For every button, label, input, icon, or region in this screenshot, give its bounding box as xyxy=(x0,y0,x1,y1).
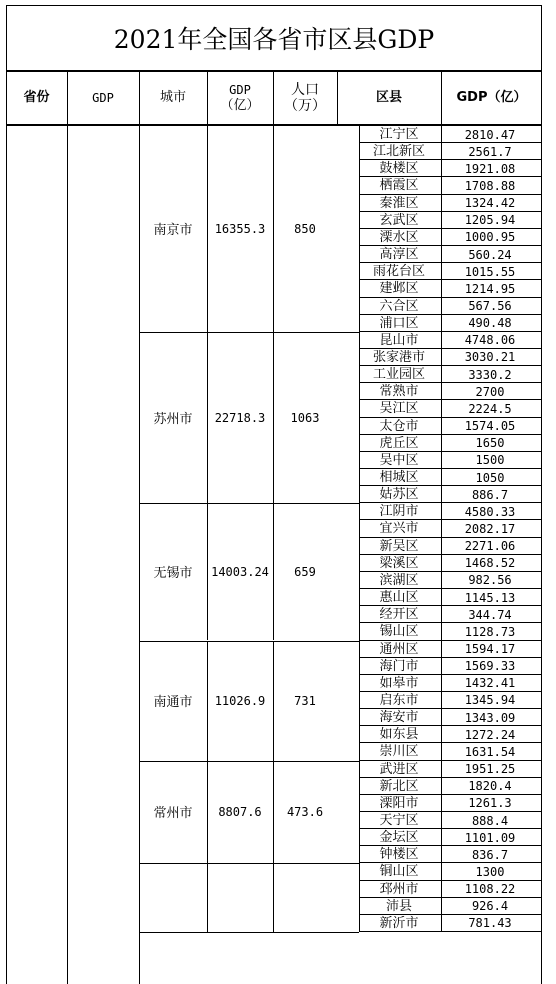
col-line-gdp xyxy=(67,126,68,984)
county-name: 钟楼区 xyxy=(379,847,419,863)
header-gdp: GDP xyxy=(92,91,114,105)
header-county: 区县 xyxy=(375,90,402,105)
header-divider xyxy=(337,71,338,126)
city-name xyxy=(139,863,207,932)
table-row xyxy=(359,469,541,486)
city-gdp: 14003.24 xyxy=(211,564,269,579)
row-line xyxy=(359,331,541,332)
city-name: 常州市 xyxy=(153,806,193,822)
row-line xyxy=(359,811,541,812)
table-row xyxy=(359,298,541,315)
county-name: 如东县 xyxy=(379,727,419,743)
header-city-gdp-line2: （亿） xyxy=(220,98,260,113)
table-row xyxy=(359,435,541,452)
county-name: 通州区 xyxy=(379,641,419,657)
table-row xyxy=(359,280,541,297)
county-name: 虎丘区 xyxy=(379,435,419,451)
county-gdp: 1108.22 xyxy=(464,882,516,897)
table-row xyxy=(359,589,541,606)
county-name: 太仓市 xyxy=(379,418,419,434)
table-row xyxy=(359,263,541,280)
county-name: 宜兴市 xyxy=(379,521,419,537)
county-gdp: 1050 xyxy=(475,470,505,485)
row-line xyxy=(359,297,541,298)
city-gdp: 22718.3 xyxy=(214,410,266,425)
county-name: 经开区 xyxy=(379,607,419,623)
table-row xyxy=(359,486,541,503)
county-gdp: 1343.09 xyxy=(464,710,516,725)
col-line-city xyxy=(139,126,140,984)
county-gdp: 2271.06 xyxy=(464,539,516,554)
county-name: 高淳区 xyxy=(379,247,419,263)
table-row xyxy=(359,898,541,915)
county-name: 吴中区 xyxy=(379,452,419,468)
col-line-city-gdp xyxy=(207,126,208,332)
county-gdp: 1345.94 xyxy=(464,693,516,708)
city-name: 南通市 xyxy=(153,695,193,711)
table-row xyxy=(359,623,541,640)
col-line-population xyxy=(273,761,274,864)
row-line xyxy=(359,502,541,503)
county-gdp: 1631.54 xyxy=(464,744,516,759)
row-line xyxy=(359,434,541,435)
county-name: 江阴市 xyxy=(379,504,419,520)
county-name: 江北新区 xyxy=(372,144,425,160)
row-line xyxy=(359,365,541,366)
county-name: 相城区 xyxy=(379,470,419,485)
county-name: 如皋市 xyxy=(379,675,419,691)
header-city-gdp xyxy=(207,72,273,124)
table-row xyxy=(359,400,541,417)
county-gdp: 1205.94 xyxy=(464,213,516,228)
row-line xyxy=(359,348,541,349)
table-row xyxy=(359,195,541,212)
row-line xyxy=(359,622,541,623)
county-name: 新吴区 xyxy=(379,538,419,554)
county-name: 梁溪区 xyxy=(379,555,419,571)
county-gdp: 926.4 xyxy=(471,899,509,914)
county-gdp: 1214.95 xyxy=(464,281,516,296)
border-right xyxy=(541,5,542,984)
city-group-separator xyxy=(139,641,359,642)
col-line-county-gdp xyxy=(441,503,442,640)
city-group-separator xyxy=(139,761,359,762)
header-population-line2: （万） xyxy=(284,98,326,114)
county-gdp: 567.56 xyxy=(468,299,512,313)
col-line-county xyxy=(359,332,360,504)
table-row xyxy=(359,881,541,898)
row-line xyxy=(359,588,541,589)
border-left xyxy=(6,5,7,984)
county-gdp: 3030.21 xyxy=(464,350,516,365)
row-line xyxy=(359,931,541,932)
row-line xyxy=(359,314,541,315)
table-row xyxy=(359,846,541,863)
county-gdp: 888.4 xyxy=(471,813,509,828)
city-group-separator xyxy=(139,863,359,864)
row-line xyxy=(359,880,541,881)
table-row xyxy=(359,658,541,675)
city-population: 1063 xyxy=(290,410,320,425)
table-row xyxy=(359,795,541,812)
county-gdp: 560.24 xyxy=(468,247,512,262)
col-line-population xyxy=(273,503,274,640)
table-row xyxy=(359,160,541,177)
table-row xyxy=(359,726,541,743)
row-line xyxy=(359,262,541,263)
city-group-separator xyxy=(139,332,359,333)
county-name: 昆山市 xyxy=(379,332,419,348)
county-gdp: 1272.24 xyxy=(464,727,516,742)
table-row xyxy=(359,863,541,880)
county-name: 邳州市 xyxy=(379,881,419,897)
county-gdp: 1261.3 xyxy=(468,796,512,811)
page-title: 2021年全国各省市区县GDP xyxy=(6,5,542,71)
county-gdp: 2810.47 xyxy=(464,127,516,142)
county-gdp: 3330.2 xyxy=(468,367,512,382)
county-name: 栖霞区 xyxy=(379,178,419,194)
col-line-city-gdp xyxy=(207,503,208,640)
table-row xyxy=(359,418,541,435)
county-name: 常熟市 xyxy=(379,384,419,400)
header-divider xyxy=(273,71,274,126)
county-name: 崇川区 xyxy=(379,744,419,760)
row-line xyxy=(359,159,541,160)
county-gdp: 1708.88 xyxy=(464,178,516,193)
county-name: 铜山区 xyxy=(379,864,419,880)
table-row xyxy=(359,503,541,520)
city-name: 苏州市 xyxy=(153,412,193,428)
row-line xyxy=(359,571,541,572)
row-line xyxy=(359,674,541,675)
county-name: 滨湖区 xyxy=(379,572,419,588)
county-name: 姑苏区 xyxy=(379,487,419,503)
col-line-population xyxy=(273,126,274,332)
row-line xyxy=(359,554,541,555)
city-gdp: 11026.9 xyxy=(214,693,266,708)
col-line-city-gdp xyxy=(207,863,208,932)
table-row xyxy=(359,383,541,400)
col-line-county-gdp xyxy=(441,126,442,332)
table-row xyxy=(359,349,541,366)
table-row xyxy=(359,641,541,658)
county-gdp: 1921.08 xyxy=(464,161,516,176)
county-gdp: 2082.17 xyxy=(464,521,516,536)
row-line xyxy=(359,742,541,743)
header-county-gdp: GDP（亿） xyxy=(456,90,527,105)
county-gdp: 2700 xyxy=(475,384,505,399)
row-line xyxy=(359,794,541,795)
county-name: 江宁区 xyxy=(379,127,419,142)
county-name: 新北区 xyxy=(379,778,419,794)
city-population: 473.6 xyxy=(286,804,324,819)
city-group-separator xyxy=(139,503,359,504)
county-name: 天宁区 xyxy=(379,813,419,828)
col-line-county-gdp xyxy=(441,332,442,504)
table-row xyxy=(359,743,541,760)
row-line xyxy=(359,845,541,846)
county-gdp: 490.48 xyxy=(468,316,512,331)
county-name: 溧阳市 xyxy=(379,795,419,811)
row-line xyxy=(359,142,541,143)
county-gdp: 2224.5 xyxy=(468,401,512,416)
county-name: 玄武区 xyxy=(379,212,419,228)
county-gdp: 1594.17 xyxy=(464,642,516,656)
city-name: 南京市 xyxy=(153,223,193,239)
row-line xyxy=(359,399,541,400)
header-divider xyxy=(67,71,68,126)
table-row xyxy=(359,829,541,846)
county-name: 张家港市 xyxy=(372,349,425,365)
county-name: 建邺区 xyxy=(379,281,419,297)
county-gdp: 1650 xyxy=(475,436,505,451)
county-gdp: 1324.42 xyxy=(464,196,516,211)
city-gdp: 8807.6 xyxy=(218,804,262,819)
header-divider xyxy=(139,71,140,126)
table-row xyxy=(359,520,541,537)
table-row xyxy=(359,675,541,692)
county-name: 溧水区 xyxy=(379,229,419,245)
row-line xyxy=(359,519,541,520)
col-line-population xyxy=(273,641,274,761)
row-line xyxy=(359,537,541,538)
row-line xyxy=(359,862,541,863)
row-line xyxy=(359,228,541,229)
row-line xyxy=(359,382,541,383)
header-city: 城市 xyxy=(159,90,186,105)
county-name: 新沂市 xyxy=(379,915,419,931)
col-line-city-gdp xyxy=(207,761,208,864)
county-gdp: 1500 xyxy=(475,453,505,468)
county-name: 鼓楼区 xyxy=(379,161,419,177)
row-line xyxy=(359,279,541,280)
row-line xyxy=(359,760,541,761)
city-population xyxy=(273,863,337,932)
header-divider xyxy=(207,71,208,126)
county-name: 吴江区 xyxy=(379,401,419,417)
table-row xyxy=(359,538,541,555)
table-row xyxy=(359,709,541,726)
county-name: 海门市 xyxy=(379,658,419,674)
table-row xyxy=(359,812,541,829)
table-row xyxy=(359,366,541,383)
county-name: 秦淮区 xyxy=(379,195,419,211)
county-gdp: 1015.55 xyxy=(464,264,516,279)
county-gdp: 886.7 xyxy=(471,487,509,502)
table-row xyxy=(359,332,541,349)
col-line-city-gdp xyxy=(207,332,208,504)
county-name: 武进区 xyxy=(379,761,419,777)
city-population: 850 xyxy=(294,221,316,236)
header-population xyxy=(273,72,337,124)
county-gdp: 1432.41 xyxy=(464,676,516,691)
county-gdp: 836.7 xyxy=(471,847,509,862)
row-line xyxy=(359,468,541,469)
table-row xyxy=(359,143,541,160)
row-line xyxy=(359,640,541,641)
row-line xyxy=(359,194,541,195)
row-line xyxy=(359,417,541,418)
row-line xyxy=(359,914,541,915)
county-gdp: 4748.06 xyxy=(464,333,516,348)
county-name: 启东市 xyxy=(379,692,419,708)
row-line xyxy=(359,777,541,778)
table-row xyxy=(359,229,541,246)
county-gdp: 1569.33 xyxy=(464,659,516,674)
row-line xyxy=(359,485,541,486)
city-name: 无锡市 xyxy=(153,566,193,582)
county-gdp: 1145.13 xyxy=(464,590,516,605)
col-line-population xyxy=(273,863,274,932)
county-name: 雨花台区 xyxy=(372,264,425,280)
table-row xyxy=(359,126,541,143)
table-row xyxy=(359,555,541,572)
row-line xyxy=(359,451,541,452)
county-name: 六合区 xyxy=(379,298,419,314)
county-gdp: 1820.4 xyxy=(468,779,512,794)
header-province: 省份 xyxy=(23,90,50,105)
county-gdp: 344.74 xyxy=(468,607,512,622)
table-row xyxy=(359,606,541,623)
county-name: 锡山区 xyxy=(379,624,419,640)
county-gdp: 1128.73 xyxy=(464,624,516,639)
county-gdp: 1000.95 xyxy=(464,230,516,245)
col-line-population xyxy=(273,332,274,504)
row-line xyxy=(359,605,541,606)
county-name: 浦口区 xyxy=(379,315,419,331)
row-line xyxy=(359,657,541,658)
table-row xyxy=(359,778,541,795)
city-group-separator xyxy=(139,932,359,933)
col-line-city-gdp xyxy=(207,641,208,761)
header-top-line xyxy=(6,71,542,72)
county-name: 工业园区 xyxy=(372,367,425,383)
county-gdp: 4580.33 xyxy=(464,504,516,519)
table-row xyxy=(359,692,541,709)
header-bottom-line xyxy=(6,124,542,126)
city-gdp xyxy=(207,863,273,932)
row-line xyxy=(359,176,541,177)
table-row xyxy=(359,761,541,778)
row-line xyxy=(359,211,541,212)
row-line xyxy=(359,828,541,829)
city-population: 731 xyxy=(294,693,316,708)
city-population: 659 xyxy=(294,564,316,579)
header-city-gdp-line1: GDP xyxy=(229,83,251,97)
county-gdp: 1574.05 xyxy=(464,419,516,434)
row-line xyxy=(359,691,541,692)
table-row xyxy=(359,212,541,229)
county-name: 沛县 xyxy=(385,898,412,914)
row-line xyxy=(359,708,541,709)
table-row xyxy=(359,177,541,194)
row-line xyxy=(359,725,541,726)
county-gdp: 982.56 xyxy=(468,573,512,588)
city-gdp: 16355.3 xyxy=(214,221,266,236)
county-gdp: 1468.52 xyxy=(464,556,516,571)
row-line xyxy=(359,245,541,246)
col-line-county xyxy=(359,503,360,640)
header-divider xyxy=(441,71,442,126)
row-line xyxy=(359,897,541,898)
county-name: 惠山区 xyxy=(379,590,419,606)
table-row xyxy=(359,315,541,332)
table-row xyxy=(359,572,541,589)
table-row xyxy=(359,915,541,932)
county-gdp: 1300 xyxy=(475,864,505,879)
county-gdp: 781.43 xyxy=(468,916,512,931)
county-gdp: 1101.09 xyxy=(464,830,516,845)
county-gdp: 2561.7 xyxy=(468,144,512,159)
county-name: 金坛区 xyxy=(379,830,419,846)
table-row xyxy=(359,246,541,263)
county-gdp: 1951.25 xyxy=(464,762,516,777)
header-population-line1: 人口 xyxy=(291,82,319,98)
col-line-county xyxy=(359,126,360,332)
county-name: 海安市 xyxy=(379,710,419,726)
table-row xyxy=(359,452,541,469)
